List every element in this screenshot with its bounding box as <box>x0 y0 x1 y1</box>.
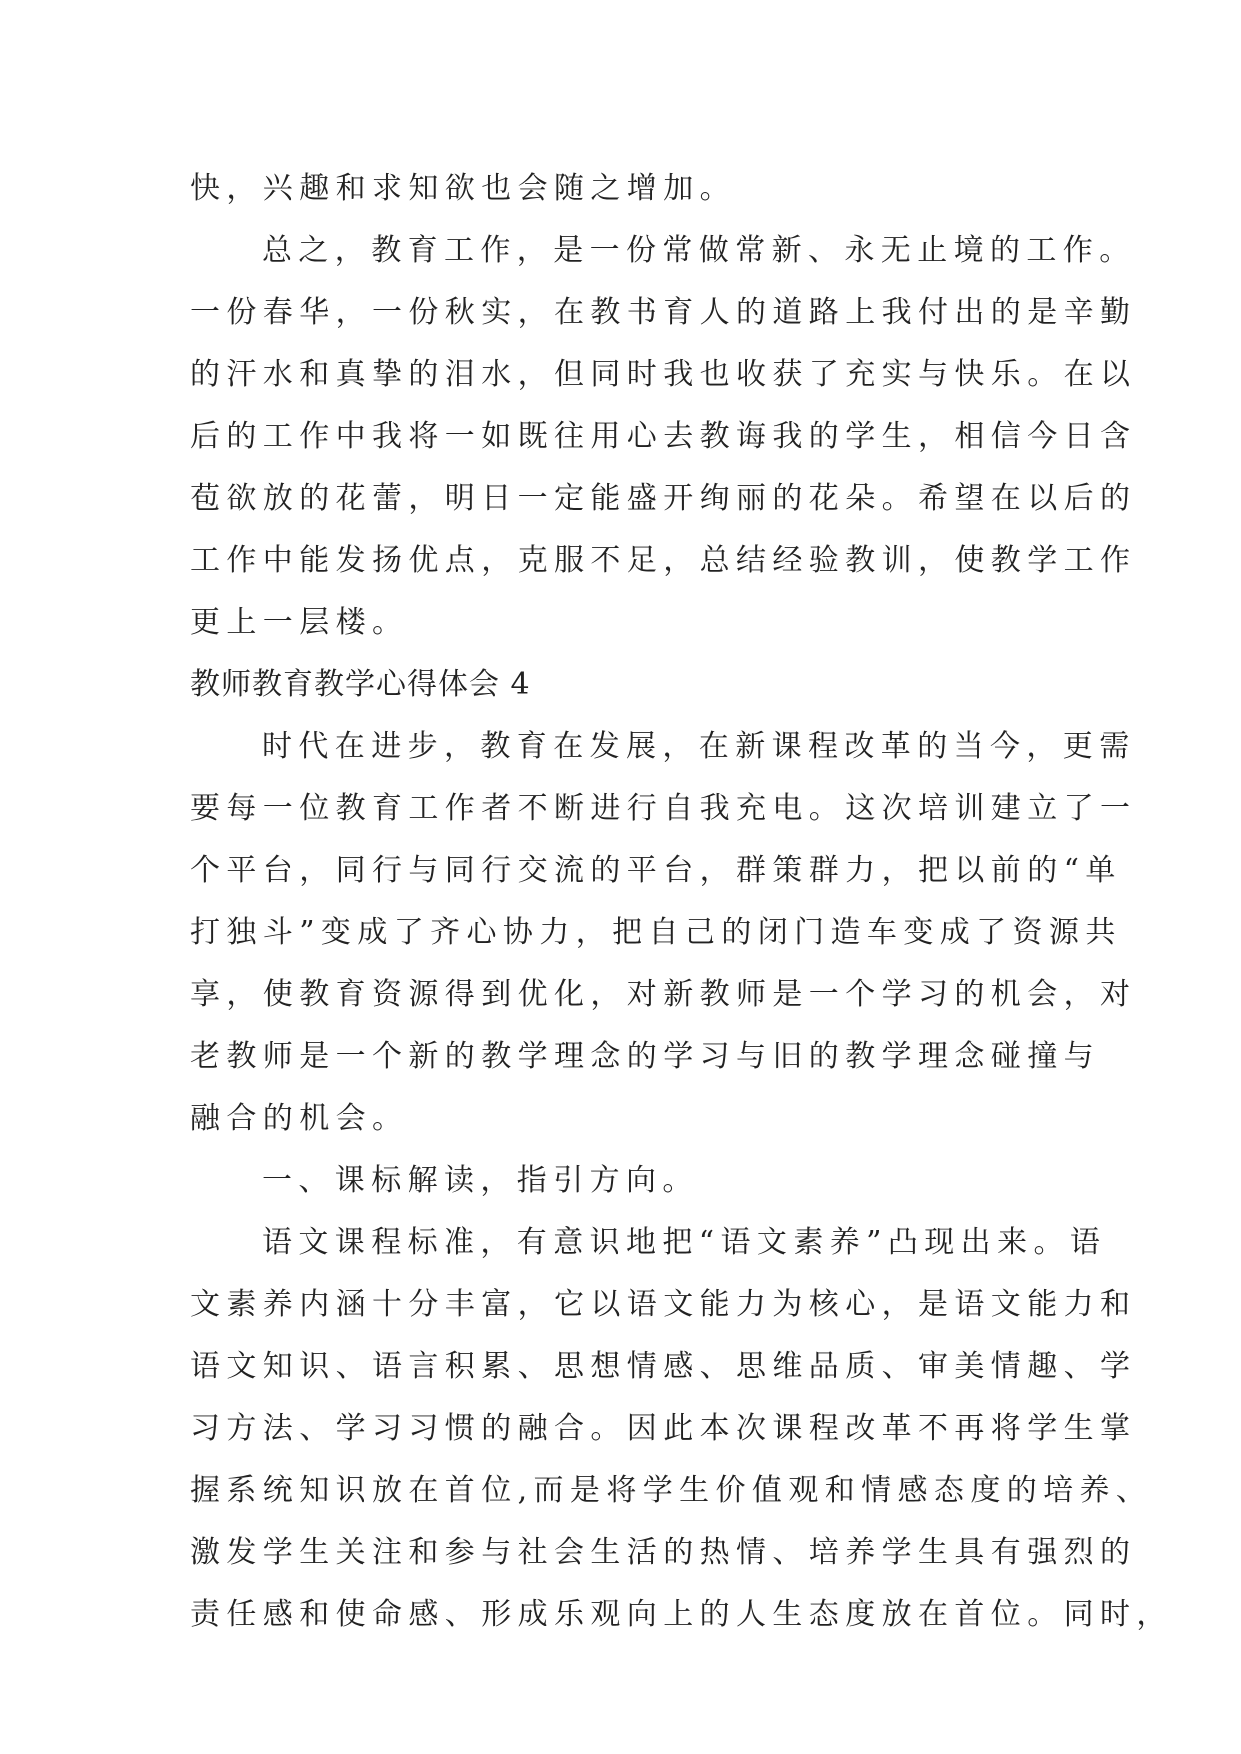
paragraph-start-line: 时代在进步，教育在发展，在新课程改革的当今，更需 <box>262 729 1136 764</box>
text-line: 文素养内涵十分丰富，它以语文能力为核心，是语文能力和 <box>190 1287 1137 1322</box>
text-line: 老教师是一个新的教学理念的学习与旧的教学理念碰撞与 <box>190 1039 1100 1074</box>
paragraph-start-line: 语文课程标准，有意识地把“语文素养”凸现出来。语 <box>262 1225 1107 1260</box>
text-line: 个平台，同行与同行交流的平台，群策群力，把以前的“单 <box>190 853 1122 888</box>
text-line: 激发学生关注和参与社会生活的热情、培养学生具有强烈的 <box>190 1535 1137 1570</box>
text-line: 融合的机会。 <box>190 1101 409 1136</box>
text-line: 后的工作中我将一如既往用心去教诲我的学生，相信今日含 <box>190 419 1137 454</box>
text-line: 习方法、学习习惯的融合。因此本次课程改革不再将学生掌 <box>190 1411 1137 1446</box>
text-line: 打独斗”变成了齐心协力，把自己的闭门造车变成了资源共 <box>190 915 1122 950</box>
text-line: 责任感和使命感、形成乐观向上的人生态度放在首位。同时， <box>190 1597 1173 1632</box>
text-line: 享，使教育资源得到优化，对新教师是一个学习的机会，对 <box>190 977 1137 1012</box>
text-line: 的汗水和真挚的泪水，但同时我也收获了充实与快乐。在以 <box>190 357 1137 392</box>
text-line: 更上一层楼。 <box>190 605 409 640</box>
text-line: 要每一位教育工作者不断进行自我充电。这次培训建立了一 <box>190 791 1137 826</box>
text-line: 语文知识、语言积累、思想情感、思维品质、审美情趣、学 <box>190 1349 1137 1384</box>
document-body <box>190 158 1173 1646</box>
text-line: 一份春华，一份秋实，在教书育人的道路上我付出的是辛勤 <box>190 295 1137 330</box>
text-line: 工作中能发扬优点，克服不足，总结经验教训，使教学工作 <box>190 543 1137 578</box>
text-line: 快，兴趣和求知欲也会随之增加。 <box>190 171 736 206</box>
text-line: 苞欲放的花蕾，明日一定能盛开绚丽的花朵。希望在以后的 <box>190 481 1137 516</box>
section-heading: 教师教育教学心得体会 4 <box>190 667 531 702</box>
paragraph-start-line: 总之，教育工作，是一份常做常新、永无止境的工作。 <box>262 233 1136 268</box>
subsection-heading: 一、课标解读，指引方向。 <box>262 1163 699 1198</box>
text-line: 握系统知识放在首位,而是将学生价值观和情感态度的培养、 <box>190 1473 1153 1508</box>
